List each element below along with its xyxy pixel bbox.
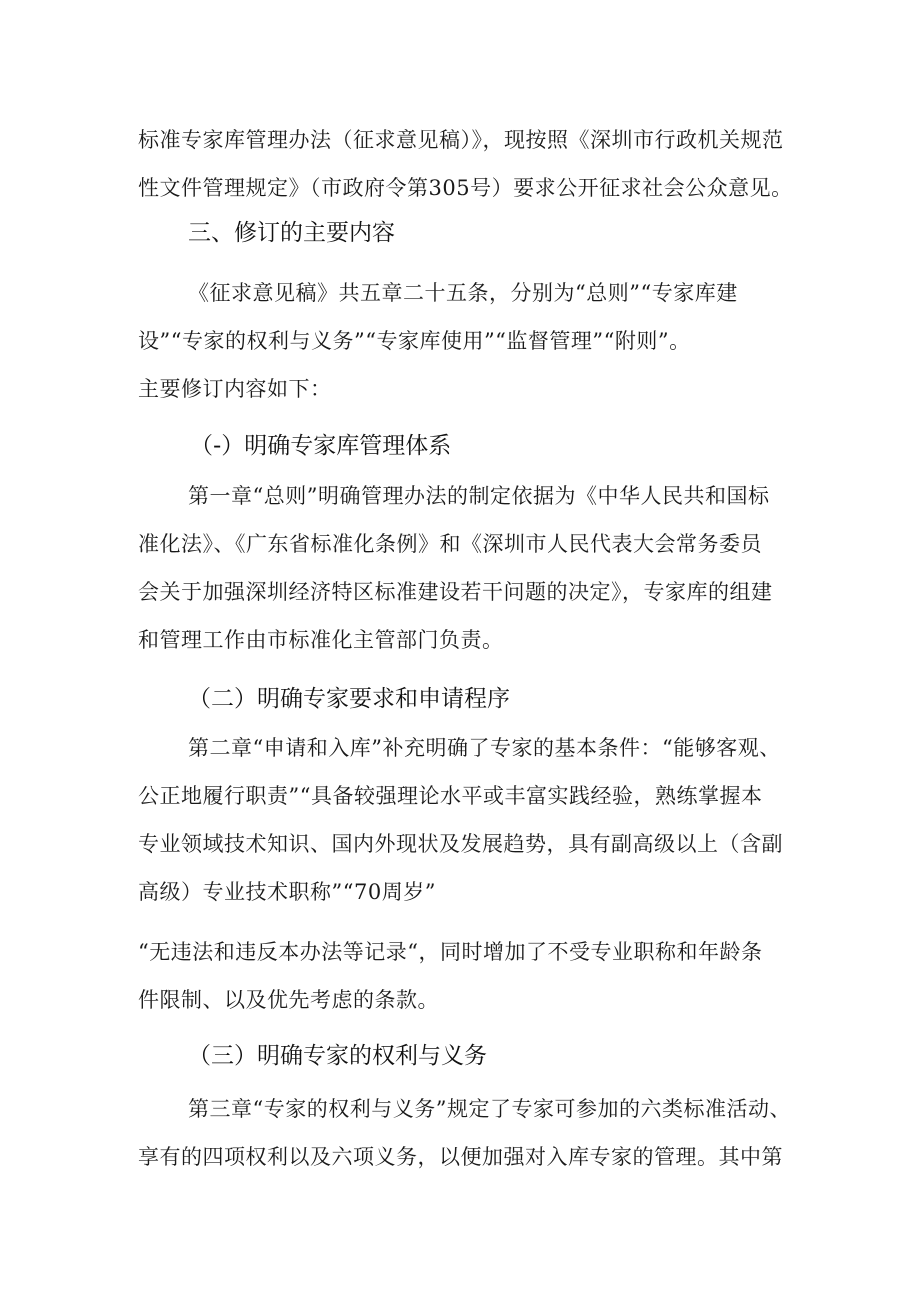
subsection-3-heading: （三）明确专家的权利与义务 <box>188 1043 487 1069</box>
subsection-1-heading: （-）明确专家库管理体系 <box>190 433 452 459</box>
intro-line-1: 标准专家库管理办法（征求意见稿）》，现按照《深圳市行政机关规范 <box>138 128 784 152</box>
subsection-2-para2-line-1: “无违法和违反本办法等记录“，同时增加了不受专业职称和年龄条 <box>138 940 763 964</box>
section-3-para-line-2: 设”“专家的权利与义务”“专家库使用”“监督管理”“附则”。 <box>138 329 691 353</box>
subsection-1-para-line-4: 和管理工作由市标准化主管部门负责。 <box>138 628 504 652</box>
section-3-heading: 三、修订的主要内容 <box>188 220 395 246</box>
subsection-2-para-line-1: 第二章“申请和入库”补充明确了专家的基本条件：“能够客观、 <box>188 736 781 760</box>
section-3-para-line-3: 主要修订内容如下： <box>138 377 332 401</box>
subsection-1-para-line-1: 第一章“总则”明确管理办法的制定依据为《中华人民共和国标 <box>188 484 770 508</box>
subsection-2-para2-line-2: 件限制、以及优先考虑的条款。 <box>138 988 439 1012</box>
intro-line-2: 性文件管理规定》（市政府令第305号）要求公开征求社会公众意见。 <box>138 176 793 200</box>
section-3-para-line-1: 《征求意见稿》共五章二十五条，分别为“总则”“专家库建 <box>188 281 738 305</box>
subsection-3-para-line-1: 第三章“专家的权利与义务”规定了专家可参加的六类标准活动、 <box>188 1097 791 1121</box>
subsection-2-para-line-3: 专业领域技术知识、国内外现状及发展趋势，具有副高级以上（含副 <box>138 832 783 856</box>
subsection-3-para-line-2: 享有的四项权利以及六项义务，以便加强对入库专家的管理。其中第 <box>138 1145 783 1169</box>
subsection-2-para-line-2: 公正地履行职责”“具备较强理论水平或丰富实践经验，熟练掌握本 <box>138 784 763 808</box>
subsection-2-para-line-4: 高级）专业技术职称”“70周岁” <box>138 880 436 904</box>
subsection-1-para-line-3: 会关于加强深圳经济特区标准建设若干问题的决定》，专家库的组建 <box>138 580 773 604</box>
subsection-2-heading: （二）明确专家要求和申请程序 <box>188 686 510 712</box>
subsection-1-para-line-2: 准化法》、《广东省标准化条例》和《深圳市人民代表大会常务委员 <box>138 532 762 556</box>
